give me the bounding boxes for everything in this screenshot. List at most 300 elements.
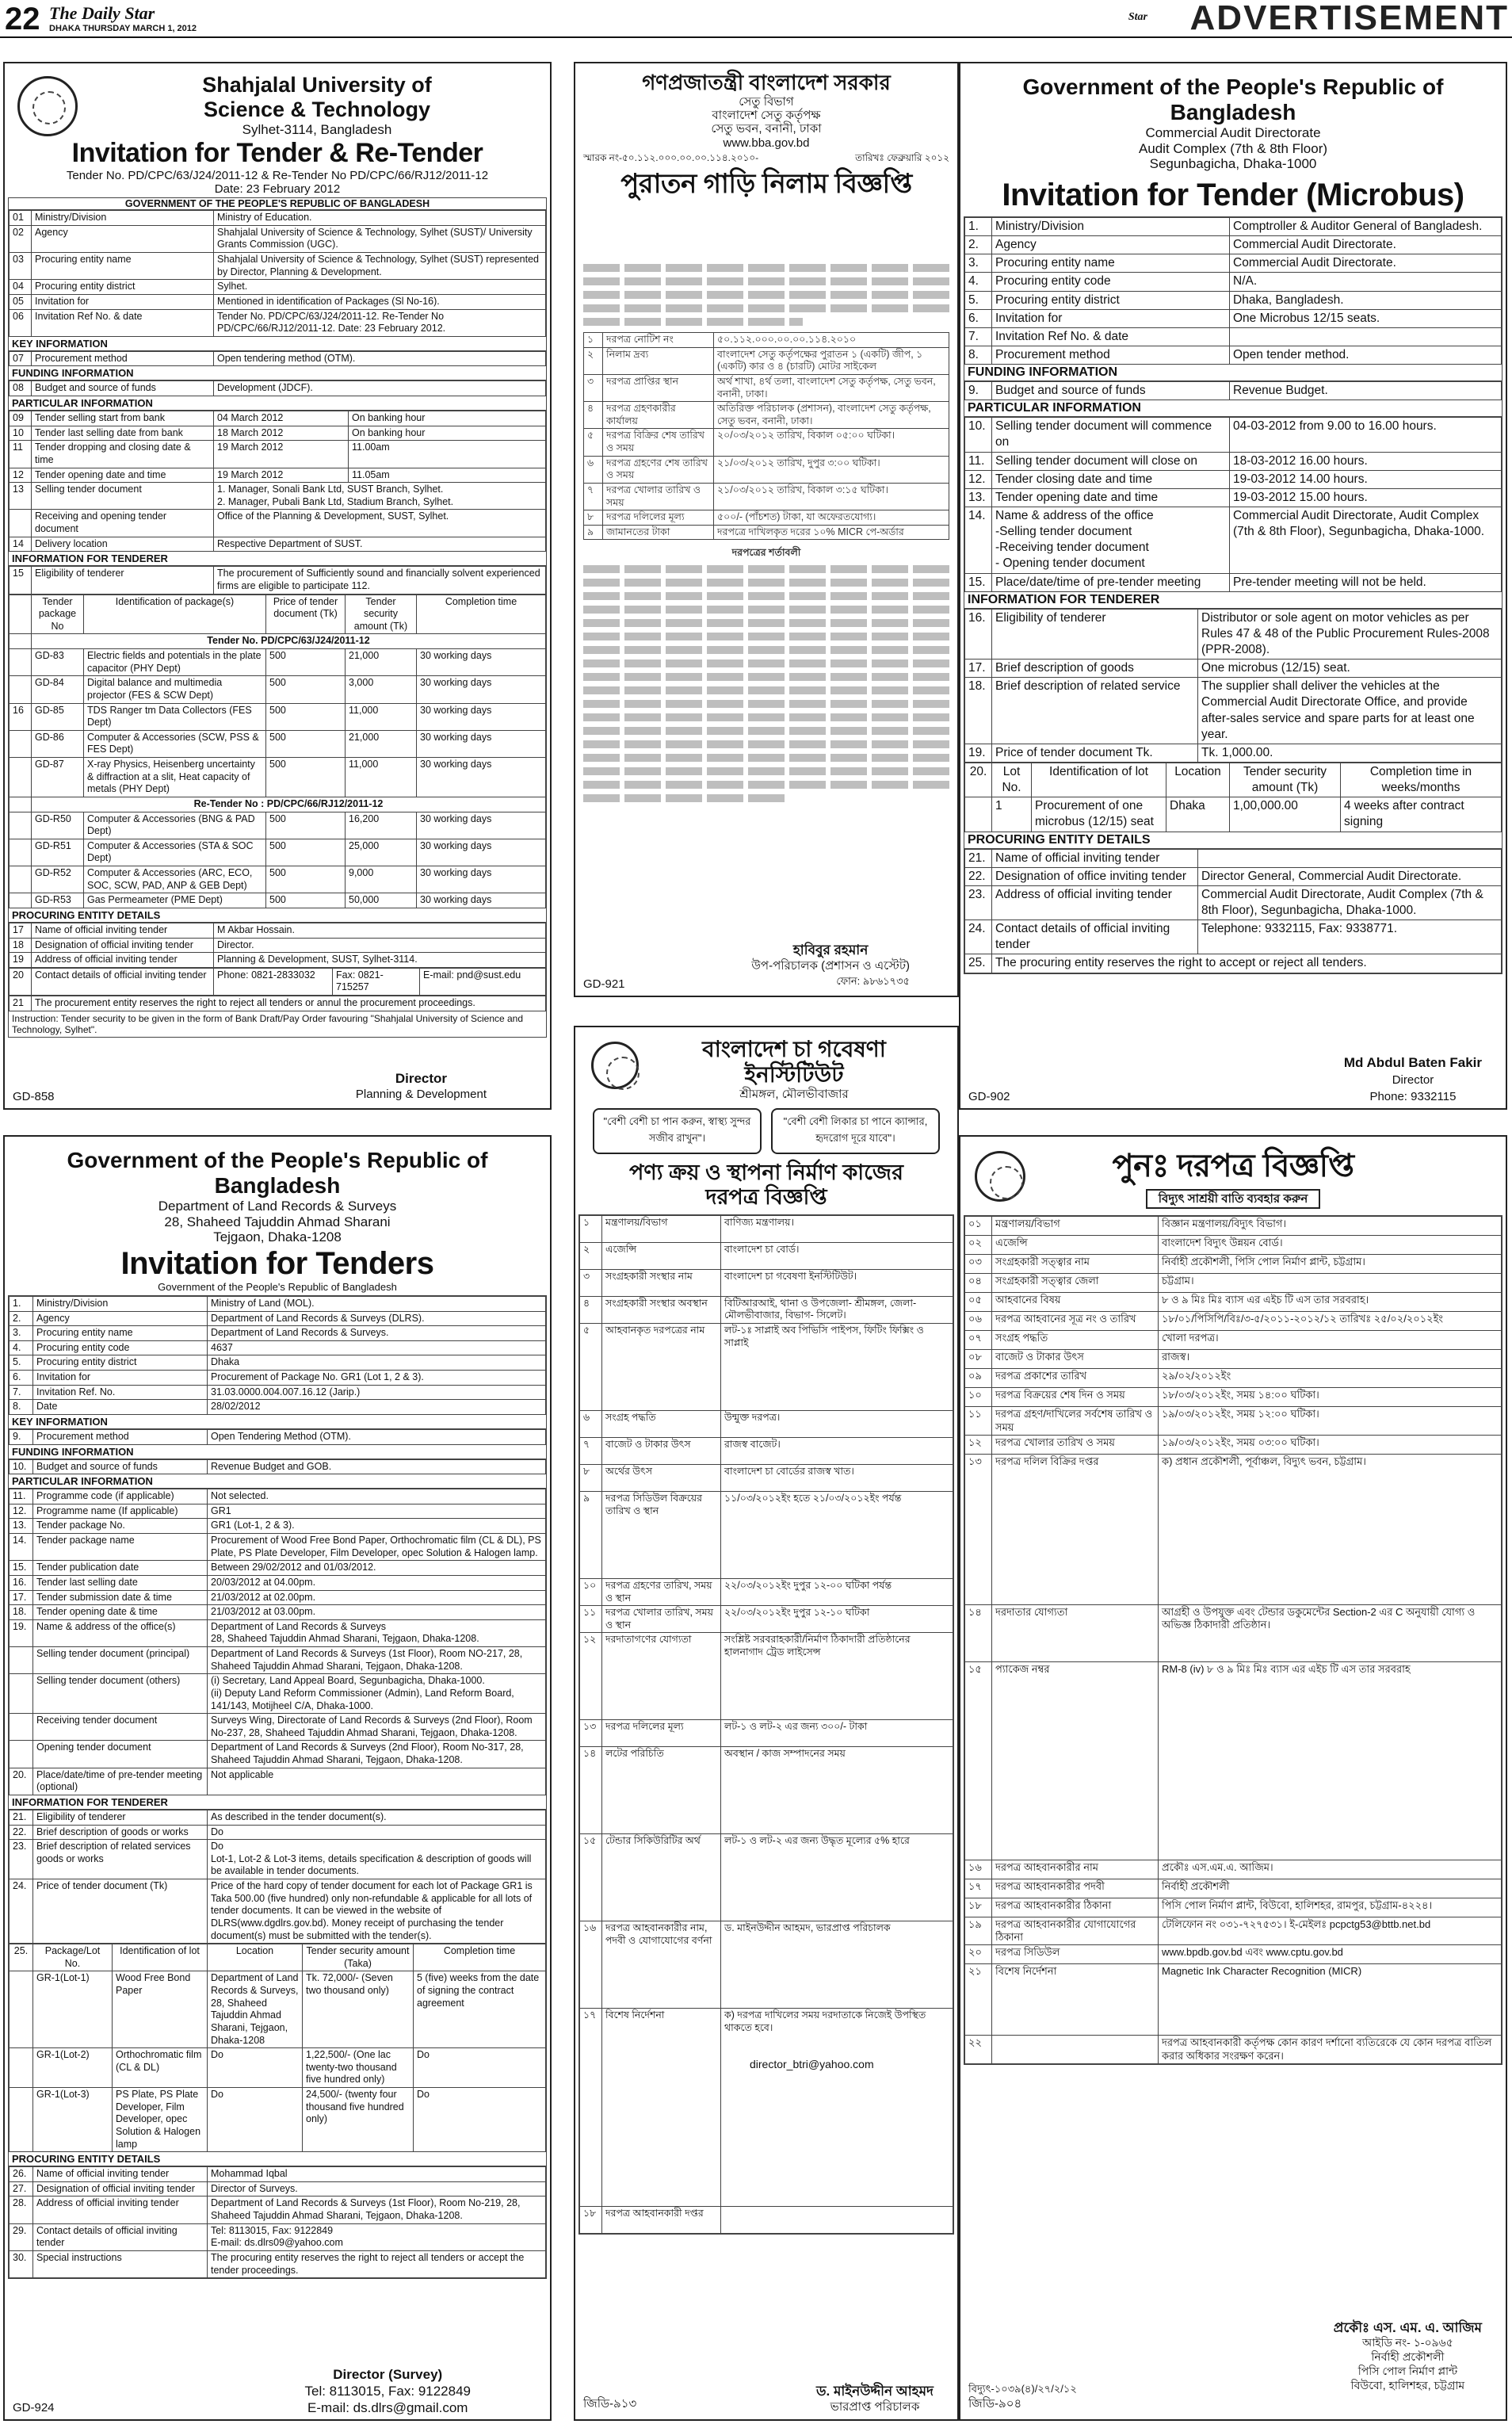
table-cell: Place/date/time of pre-tender meeting — [992, 573, 1230, 591]
table-cell — [10, 649, 32, 676]
table-cell: দরপত্র গ্রহণের শেষ তারিখ ও সময় — [603, 456, 714, 483]
data-table — [964, 763, 1502, 832]
data-table — [583, 332, 949, 540]
table-cell: 500 — [266, 676, 346, 703]
table-cell: Price of tender document Tk. — [992, 744, 1198, 762]
table-cell: 01 — [10, 211, 32, 226]
table-cell: ৮ ও ৯ মিঃ মিঃ ব্যাস এর এইচ টি এস তার সরবরাহ। — [1159, 1293, 1502, 1312]
table-row — [10, 595, 546, 634]
table-row — [965, 382, 1502, 400]
table-cell: 11 — [10, 441, 32, 468]
table-row — [965, 1964, 1502, 2036]
energy-slogan: বিদ্যুৎ সাশ্রয়ী বাতি ব্যবহার করুন — [1146, 1189, 1321, 1209]
table-cell: দরদাতাগণের যোগ্যতা — [602, 1633, 721, 1720]
table-cell — [10, 2088, 33, 2152]
table-cell: দরপত্র আহবানকারীর ঠিকানা — [992, 1898, 1159, 1917]
table-cell: 20/03/2012 at 04.00pm. — [208, 1575, 546, 1590]
table-cell — [10, 758, 32, 797]
signature-block — [356, 1071, 487, 1102]
table-cell: ৬ — [584, 456, 603, 483]
table-cell: 20 — [10, 968, 32, 995]
table-cell: 4. — [10, 1340, 33, 1355]
ad-code: GD-921 — [583, 977, 625, 991]
table-cell: Contact details of official inviting tender — [33, 2223, 208, 2250]
tender-table — [8, 197, 547, 1038]
table-cell: 17. — [10, 1590, 33, 1605]
table-cell: Price of tender document (Tk) — [266, 595, 346, 634]
table-row — [965, 1860, 1502, 1879]
data-table — [964, 381, 1502, 400]
table-cell: GD-R51 — [32, 839, 84, 866]
table-cell: Procuring entity district — [32, 280, 214, 295]
table-cell: Invitation for — [992, 309, 1230, 327]
table-cell: Dhaka, Bangladesh. — [1230, 291, 1502, 309]
ad-code: GD-858 — [13, 1090, 55, 1103]
instruction-text: Instruction: Tender security to be given in the form of Bank Draft/Pay Order favouring "Shahjalal University of Science and Technology, Sylhet". — [12, 1012, 524, 1035]
table-cell — [992, 2036, 1159, 2064]
table-cell: মন্ত্রণালয়/বিভাগ — [992, 1217, 1159, 1236]
table-cell: Eligibility of tenderer — [32, 567, 214, 594]
table-cell: Re-Tender No : PD/CPC/66/RJ12/2011-12 — [32, 797, 546, 812]
ad-title: Shahjalal University of Science & Technology — [202, 73, 432, 122]
table-row — [965, 1879, 1502, 1898]
table-cell: Location — [208, 1944, 303, 1971]
signatory-name: Md Abdul Baten Fakir — [1343, 1055, 1482, 1070]
table-cell: Lot No. — [992, 763, 1032, 797]
table-cell: Tender package No — [32, 595, 84, 634]
table-cell: দরদাতার যোগ্যতা — [992, 1604, 1159, 1661]
table-cell: 500 — [266, 839, 346, 866]
table-cell: 16 — [10, 703, 32, 730]
table-cell: দরপত্র আহবানকারী কর্তৃপক্ষ কোন কারণ দর্শানো ব্যতিরেকে যে কোন দরপত্র বাতিল করার অধিকার সংরক্ষণ করেন। — [1159, 2036, 1502, 2064]
table-cell: 10 — [10, 426, 32, 441]
table-row — [965, 488, 1502, 507]
table-row — [965, 452, 1502, 470]
section-header: PROCURING ENTITY DETAILS — [964, 832, 1502, 849]
table-row — [10, 1810, 546, 1825]
table-row — [10, 2250, 546, 2277]
table-cell: ২০ — [965, 1945, 992, 1964]
table-cell: Wood Free Bond Paper — [113, 1971, 208, 2048]
table-cell: Date — [33, 1400, 208, 1415]
table-cell: এজেন্সি — [992, 1236, 1159, 1255]
table-cell: Agency — [32, 225, 214, 252]
table-row — [10, 953, 546, 968]
table-cell: দরপত্র আহবানের সূত্র নং ও তারিখ — [992, 1312, 1159, 1331]
table-row — [580, 2207, 953, 2234]
ad-heading: Invitation for Tender (Microbus) — [1002, 178, 1464, 213]
table-cell: Open tendering method (OTM). — [214, 351, 546, 366]
data-table — [9, 380, 546, 396]
table-cell: Selling tender document will commence on — [992, 418, 1230, 452]
table-cell: লটের পরিচিতি — [602, 1747, 721, 1834]
table-cell: দরপত্র আহবানকারীর নাম — [992, 1860, 1159, 1879]
table-cell: বিশেষ নির্দেশনা — [992, 1964, 1159, 2036]
table-cell: ০৩ — [965, 1255, 992, 1274]
table-cell: Between 29/02/2012 and 01/03/2012. — [208, 1561, 546, 1576]
table-row — [10, 2088, 546, 2152]
table-cell: দরপত্র দলিলের মূল্য — [603, 510, 714, 526]
table-cell: 500 — [266, 812, 346, 839]
table-cell: লট-১ ও লট-২ এর জন্য উদ্ধৃত মূল্যের ৫% হারে — [721, 1834, 953, 1921]
table-cell: বাণিজ্য মন্ত্রণালয়। — [721, 1215, 953, 1242]
pdb-logo-icon — [975, 1151, 1025, 1202]
table-cell: Surveys Wing, Directorate of Land Records & Surveys (2nd Floor), Room No-237, 28, Shaheed Tajuddin Ahmad Sharani, Tejgaon, Dhaka-1208. — [208, 1714, 546, 1741]
table-cell: Tel: 8113015, Fax: 9122849 E-mail: ds.dlrs09@yahoo.com — [208, 2223, 546, 2250]
table-cell: ৬ — [580, 1410, 602, 1437]
table-cell: N/A. — [1230, 273, 1502, 291]
table-cell: GD-84 — [32, 676, 84, 703]
table-cell: As described in the tender document(s). — [208, 1810, 546, 1825]
table-cell: দরপত্র প্রাপ্তির স্থান — [603, 374, 714, 401]
table-cell — [10, 839, 32, 866]
table-cell: 18 March 2012 — [214, 426, 349, 441]
table-row — [10, 1825, 546, 1840]
table-cell: ১৪ — [965, 1604, 992, 1661]
table-cell: Identification of lot — [113, 1944, 208, 1971]
table-cell: 15 — [10, 567, 32, 594]
table-cell: 02 — [10, 225, 32, 252]
table-cell: ১৩ — [580, 1720, 602, 1747]
table-cell: ১ — [584, 333, 603, 348]
contact-phone: ফোন: ৯৮৬১৭৩৫ — [836, 975, 910, 987]
table-row — [965, 1388, 1502, 1407]
table-cell: ০১ — [965, 1217, 992, 1236]
table-cell: 19 March 2012 — [214, 441, 349, 468]
table-cell: 22. — [10, 1825, 33, 1840]
table-cell: দরপত্র গ্রহণ/দাখিলের সর্বশেষ তারিখ ও সময় — [992, 1407, 1159, 1436]
ad-code: GD-902 — [968, 1090, 1010, 1103]
table-cell: 11. — [965, 452, 992, 470]
table-cell: Planning & Development, SUST, Sylhet-3114. — [214, 953, 546, 968]
table-row — [10, 1619, 546, 1646]
tender-table — [578, 1214, 954, 2235]
ad-title: গণপ্রজাতন্ত্রী বাংলাদেশ সরকার — [642, 71, 891, 94]
table-cell: 30 working days — [417, 676, 546, 703]
table-cell: 17. — [965, 660, 992, 678]
table-cell: 12 — [10, 468, 32, 483]
table-row — [965, 291, 1502, 309]
table-cell: আগ্রহী ও উপযুক্ত এবং টেন্ডার ডকুমেন্টের Section-2 এর C অনুযায়ী যোগ্য ও অভিজ্ঞ ঠিকাদারী প্রতিষ্ঠান। — [1159, 1604, 1502, 1661]
table-row — [580, 1578, 953, 1605]
table-cell: 500 — [266, 866, 346, 893]
table-cell: Invitation for — [32, 294, 214, 309]
table-cell: ২০/০৩/২০১২ তারিখ, বিকাল ০৫:০০ ঘটিকা। — [714, 429, 949, 456]
table-cell: দরপত্র প্রকাশের তারিখ — [992, 1369, 1159, 1388]
table-row — [10, 797, 546, 812]
table-cell: ১৮/০৩/২০১২ইং, সময় ১৪:০০ ঘটিকা। — [1159, 1388, 1502, 1407]
table-cell: ২১/০৩/২০১২ তারিখ, দুপুর ৩:০০ ঘটিকা। — [714, 456, 949, 483]
table-cell: 7. — [10, 1385, 33, 1400]
table-cell: 30 working days — [417, 730, 546, 757]
table-cell: 25. — [965, 954, 992, 973]
table-cell: Procuring entity code — [992, 273, 1230, 291]
table-cell: Dhaka — [208, 1355, 546, 1371]
table-cell: Tender package No. — [33, 1519, 208, 1534]
table-row — [10, 968, 546, 995]
table-cell: Address of official inviting tender — [33, 2197, 208, 2223]
table-row — [10, 676, 546, 703]
table-cell: GD-R50 — [32, 812, 84, 839]
table-row — [10, 1944, 546, 1971]
table-row — [10, 1459, 546, 1474]
table-row — [10, 1971, 546, 2048]
table-row — [965, 1661, 1502, 1860]
table-row — [965, 678, 1502, 744]
ad-pdb-retender — [959, 1135, 1507, 2421]
table-cell: Tender opening date and time — [32, 468, 214, 483]
memo-date: তারিখঃ ফেব্রুয়ারি ২০১২ — [855, 151, 949, 163]
table-cell: 21 — [10, 996, 32, 1011]
table-cell: 6. — [10, 1371, 33, 1386]
table-cell: জামানতের টাকা — [603, 525, 714, 540]
table-cell: ১০ — [580, 1578, 602, 1605]
table-cell: Pre-tender meeting will not be held. — [1230, 573, 1502, 591]
table-cell: 30 working days — [417, 866, 546, 893]
table-cell: Commercial Audit Directorate. — [1230, 254, 1502, 273]
table-cell: Department of Land Records & Surveys. — [208, 1326, 546, 1341]
table-cell: Ministry/Division — [992, 218, 1230, 236]
signature-block — [751, 942, 910, 973]
table-row — [10, 567, 546, 594]
table-cell: Computer & Accessories (SCW, PSS & FES Dept) — [84, 730, 266, 757]
table-cell: E-mail: pnd@sust.edu — [420, 968, 546, 995]
table-cell: Contact details of official inviting tender — [32, 968, 214, 995]
table-row — [10, 996, 546, 1011]
table-cell: ৭ — [580, 1437, 602, 1464]
table-cell: 30. — [10, 2250, 33, 2277]
table-cell: 1 — [992, 797, 1032, 832]
ad-directorate: Commercial Audit Directorate — [1145, 125, 1321, 141]
table-cell: 24,500/- (twenty four thousand five hundred only) — [303, 2088, 414, 2152]
table-row — [10, 1296, 546, 1311]
table-cell: দরপত্র দলিলের মূল্য — [602, 1720, 721, 1747]
section-header: PROCURING ENTITY DETAILS — [9, 2152, 546, 2166]
table-cell: Invitation Ref. No. — [33, 1385, 208, 1400]
table-cell: ০২ — [965, 1236, 992, 1255]
table-row — [584, 510, 949, 526]
table-row — [10, 2223, 546, 2250]
tender-table — [8, 1295, 547, 2279]
table-cell: 1,00,000.00 — [1230, 797, 1341, 832]
table-cell: বাংলাদেশ বিদ্যুৎ উন্নয়ন বোর্ড। — [1159, 1236, 1502, 1255]
table-row — [580, 1720, 953, 1747]
table-cell — [10, 812, 32, 839]
ad-microbus-tender — [959, 62, 1507, 1110]
table-cell: 31.03.0000.004.007.16.12 (Jarip.) — [208, 1385, 546, 1400]
data-table — [9, 411, 546, 552]
table-row — [10, 2197, 546, 2223]
table-cell: রাজস্ব। — [1159, 1350, 1502, 1369]
table-cell: 30 working days — [417, 758, 546, 797]
table-cell: Revenue Budget and GOB. — [208, 1459, 546, 1474]
table-cell: 3. — [10, 1326, 33, 1341]
table-cell: Distributor or sole agent on motor vehicles as per Rules 47 & 48 of the Public Procurement Rules-2008 (PPR-2008). — [1198, 609, 1502, 659]
table-row — [10, 1326, 546, 1341]
table-cell: 20. — [10, 1768, 33, 1795]
tender-table — [964, 216, 1502, 973]
table-cell: 15. — [965, 573, 992, 591]
table-cell: Completion time — [414, 1944, 546, 1971]
ad-agency: বাংলাদেশ সেতু কর্তৃপক্ষ — [712, 109, 821, 123]
table-cell: Selling tender document will close on — [992, 452, 1230, 470]
table-cell: Shahjalal University of Science & Technology, Sylhet (SUST)/ University Grants Commission (UGC). — [214, 225, 546, 252]
table-cell: ১৮ — [965, 1898, 992, 1917]
table-row — [10, 1340, 546, 1355]
table-cell: 19 March 2012 — [214, 468, 349, 483]
table-cell: Do — [208, 2088, 303, 2152]
table-cell: 500 — [266, 649, 346, 676]
ad-title: Government of the People's Republic of Bangladesh — [67, 1148, 488, 1199]
table-cell: ১২ — [965, 1435, 992, 1454]
table-cell: Address of official inviting tender — [992, 885, 1198, 920]
table-cell: Tender security amount (Taka) — [303, 1944, 414, 1971]
table-row — [965, 1945, 1502, 1964]
section-header: FUNDING INFORMATION — [964, 365, 1502, 381]
memo-number: বিদ্যুৎ-১০৩৯(৪)/২৭/২/১২ — [968, 2383, 1077, 2395]
signatory-name: ড. মাইনউদ্দীন আহমদ — [815, 2384, 934, 2399]
table-cell: 14. — [965, 507, 992, 573]
table-row — [965, 1255, 1502, 1274]
table-row — [965, 867, 1502, 885]
table-cell: দরপত্র বিক্রয়ের শেষ দিন ও সময় — [992, 1388, 1159, 1407]
table-row — [10, 1674, 546, 1714]
table-cell — [10, 893, 32, 908]
table-cell: Brief description of goods or works — [33, 1825, 208, 1840]
table-row — [965, 849, 1502, 867]
table-cell: ৫ — [580, 1323, 602, 1410]
table-cell — [721, 2207, 953, 2234]
table-cell: Tender No. PD/CPC/63/J24/2011-12 — [32, 634, 546, 649]
table-cell: 13. — [10, 1519, 33, 1534]
table-cell: Procuring entity name — [33, 1326, 208, 1341]
table-row — [580, 1633, 953, 1720]
ad-sust-tender — [3, 62, 552, 1110]
data-table — [579, 1215, 953, 2235]
table-row — [10, 893, 546, 908]
table-cell: Tender publication date — [33, 1561, 208, 1576]
table-row — [10, 483, 546, 510]
data-table — [964, 417, 1502, 591]
table-cell: Invitation Ref No. & date — [32, 309, 214, 336]
table-cell: Completion time in weeks/months — [1341, 763, 1502, 797]
table-cell: 11,000 — [346, 758, 417, 797]
table-cell: Do — [414, 2048, 546, 2088]
table-cell: ০৯ — [965, 1369, 992, 1388]
table-cell: Commercial Audit Directorate. — [1230, 236, 1502, 254]
table-cell: 5 (five) weeks from the date of signing the contract agreement — [414, 1971, 546, 2048]
table-cell: Procurement method — [32, 351, 214, 366]
table-cell: One microbus (12/15) seat. — [1198, 660, 1502, 678]
table-row — [580, 1921, 953, 2009]
government-line: GOVERNMENT OF THE PEOPLE'S REPUBLIC OF BANGLADESH — [9, 198, 546, 210]
table-row — [965, 744, 1502, 762]
table-cell: 500 — [266, 758, 346, 797]
table-cell: ১৩ — [965, 1454, 992, 1604]
table-cell: 19. — [965, 744, 992, 762]
table-cell: Comptroller & Auditor General of Bangladesh. — [1230, 218, 1502, 236]
signatory-title: Director — [1392, 1073, 1434, 1087]
table-cell: দরপত্র খোলার তারিখ ও সময় — [603, 483, 714, 510]
table-cell: Eligibility of tenderer — [992, 609, 1198, 659]
data-table — [964, 1216, 1502, 2064]
table-cell: The supplier shall deliver the vehicles at the Commercial Audit Directorate Office, and provide after-sales service and spare parts for at least one year. — [1198, 678, 1502, 744]
signatory-email: E-mail: ds.dlrs@gmail.com — [307, 2400, 468, 2415]
table-cell: www.bpdb.gov.bd এবং www.cptu.gov.bd — [1159, 1945, 1502, 1964]
contact-email: director_btri@yahoo.com — [750, 2058, 874, 2070]
table-row — [965, 507, 1502, 573]
ad-heading-2: দরপত্র বিজ্ঞপ্তি — [705, 1184, 827, 1209]
table-row — [10, 211, 546, 226]
table-row — [965, 609, 1502, 659]
table-row — [10, 225, 546, 252]
ad-place: শ্রীমঙ্গল, মৌলভীবাজার — [739, 1088, 849, 1102]
table-row — [10, 1714, 546, 1741]
table-cell: Delivery location — [32, 537, 214, 552]
table-row — [10, 381, 546, 396]
table-cell: Designation of official inviting tender — [33, 2181, 208, 2197]
table-row — [10, 294, 546, 309]
table-cell: 21,000 — [346, 730, 417, 757]
table-cell: 04 March 2012 — [214, 411, 349, 426]
table-row — [10, 2048, 546, 2088]
table-cell: দরপত্র আহবানকারীর পদবী — [992, 1879, 1159, 1898]
table-row — [965, 309, 1502, 327]
table-row — [584, 402, 949, 429]
ad-website: www.bba.gov.bd — [723, 136, 810, 150]
table-row — [10, 510, 546, 537]
table-cell: ২৯/০২/২০১২ইং — [1159, 1369, 1502, 1388]
page-number: 22 — [5, 2, 40, 36]
table-cell: Agency — [33, 1311, 208, 1326]
table-cell: ১৬ — [580, 1921, 602, 2009]
table-cell: অর্থ শাখা, ৪র্থ তলা, বাংলাদেশ সেতু কর্তৃপক্ষ, সেতু ভবন, বনানী, ঢাকা। — [714, 374, 949, 401]
table-cell: লট-১ঃ সাপ্লাই অব পিভিসি পাইপস, ফিটিং ফিক্সিং ও সাপ্লাই — [721, 1323, 953, 1410]
table-cell: Do Lot-1, Lot-2 & Lot-3 items, details specification & description of goods will be available in tender documents. — [208, 1840, 546, 1879]
table-row — [965, 573, 1502, 591]
table-cell: Budget and source of funds — [992, 382, 1230, 400]
table-cell: Brief description of related services goods or works — [33, 1840, 208, 1879]
table-cell: Tender last selling date — [33, 1575, 208, 1590]
table-cell: 29. — [10, 2223, 33, 2250]
table-cell — [10, 595, 32, 634]
table-cell: Do — [208, 2048, 303, 2088]
table-cell: সংগ্রহকারী সত্ত্বার নাম — [992, 1255, 1159, 1274]
table-row — [965, 236, 1502, 254]
ad-land-records-tender — [3, 1135, 552, 2421]
table-cell: 14 — [10, 537, 32, 552]
table-row — [965, 2036, 1502, 2064]
table-cell: The procurement of Sufficiently sound and financially solvent experienced firms are eligible to participate 112. — [214, 567, 546, 594]
table-cell: ৮ — [584, 510, 603, 526]
table-cell: 11,000 — [346, 703, 417, 730]
table-row — [10, 839, 546, 866]
table-cell: Name & address of the office(s) — [33, 1619, 208, 1646]
table-cell: Magnetic Ink Character Recognition (MICR) — [1159, 1964, 1502, 2036]
table-row — [10, 1768, 546, 1795]
table-cell: Contact details of official inviting tender — [992, 920, 1198, 954]
table-cell: Brief description of related service — [992, 678, 1198, 744]
ad-complex: Audit Complex (7th & 8th Floor) — [1138, 140, 1328, 156]
table-cell: 25,000 — [346, 839, 417, 866]
table-cell: 08 — [10, 381, 32, 396]
masthead — [0, 0, 1512, 38]
table-cell: Procuring entity name — [992, 254, 1230, 273]
table-cell: 12. — [10, 1504, 33, 1519]
table-row — [965, 1369, 1502, 1388]
table-cell: অবস্থান / কাজ সম্পাদনের সময় — [721, 1747, 953, 1834]
signatory-phone: Phone: 9332115 — [1369, 1090, 1457, 1103]
